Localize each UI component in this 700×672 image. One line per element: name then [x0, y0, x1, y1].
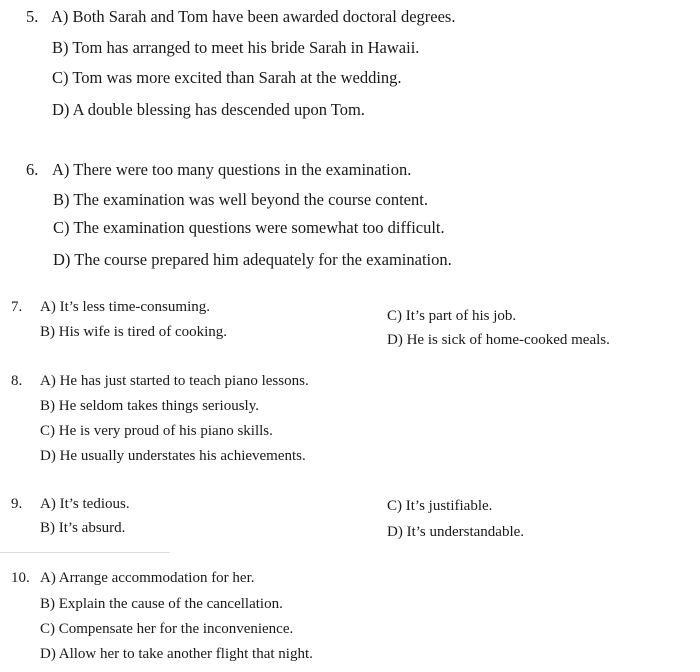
option-c: C) Tom was more excited than Sarah at the wedding.: [52, 68, 402, 87]
option-a: A) It’s less time-consuming.: [40, 299, 210, 315]
option-c: C) Compensate her for the inconvenience.: [40, 621, 294, 637]
question-number: 8.: [11, 373, 23, 389]
divider: [0, 552, 170, 553]
question-number: 7.: [11, 299, 23, 315]
option-b: B) It’s absurd.: [40, 520, 126, 536]
option-d: D) He usually understates his achievements.: [40, 448, 306, 464]
option-b: B) He seldom takes things seriously.: [40, 398, 260, 414]
option-c: C) It’s part of his job.: [387, 308, 517, 324]
option-d: D) The course prepared him adequately for the examination.: [53, 250, 452, 269]
question-number: 6.: [26, 160, 39, 179]
question-number: 5.: [26, 7, 39, 26]
option-a: A) He has just started to teach piano lessons.: [40, 373, 309, 389]
option-b: B) His wife is tired of cooking.: [40, 324, 228, 340]
option-a: A) There were too many questions in the examination.: [52, 160, 412, 179]
option-b: B) The examination was well beyond the course content.: [53, 190, 428, 209]
question-number: 9.: [11, 496, 23, 512]
option-b: B) Explain the cause of the cancellation.: [40, 596, 283, 612]
option-c: C) The examination questions were somewhat too difficult.: [53, 218, 445, 237]
option-d: D) Allow her to take another flight that night.: [40, 646, 313, 662]
option-d: D) A double blessing has descended upon Tom.: [52, 100, 365, 119]
option-d: D) He is sick of home-cooked meals.: [387, 332, 610, 348]
option-c: C) He is very proud of his piano skills.: [40, 423, 273, 439]
option-a: A) Arrange accommodation for her.: [40, 570, 255, 586]
question-number: 10.: [11, 570, 30, 586]
option-a: A) It’s tedious.: [40, 496, 130, 512]
option-c: C) It’s justifiable.: [387, 498, 493, 514]
option-b: B) Tom has arranged to meet his bride Sarah in Hawaii.: [52, 38, 420, 57]
option-d: D) It’s understandable.: [387, 524, 525, 540]
option-a: A) Both Sarah and Tom have been awarded doctoral degrees.: [51, 7, 456, 26]
